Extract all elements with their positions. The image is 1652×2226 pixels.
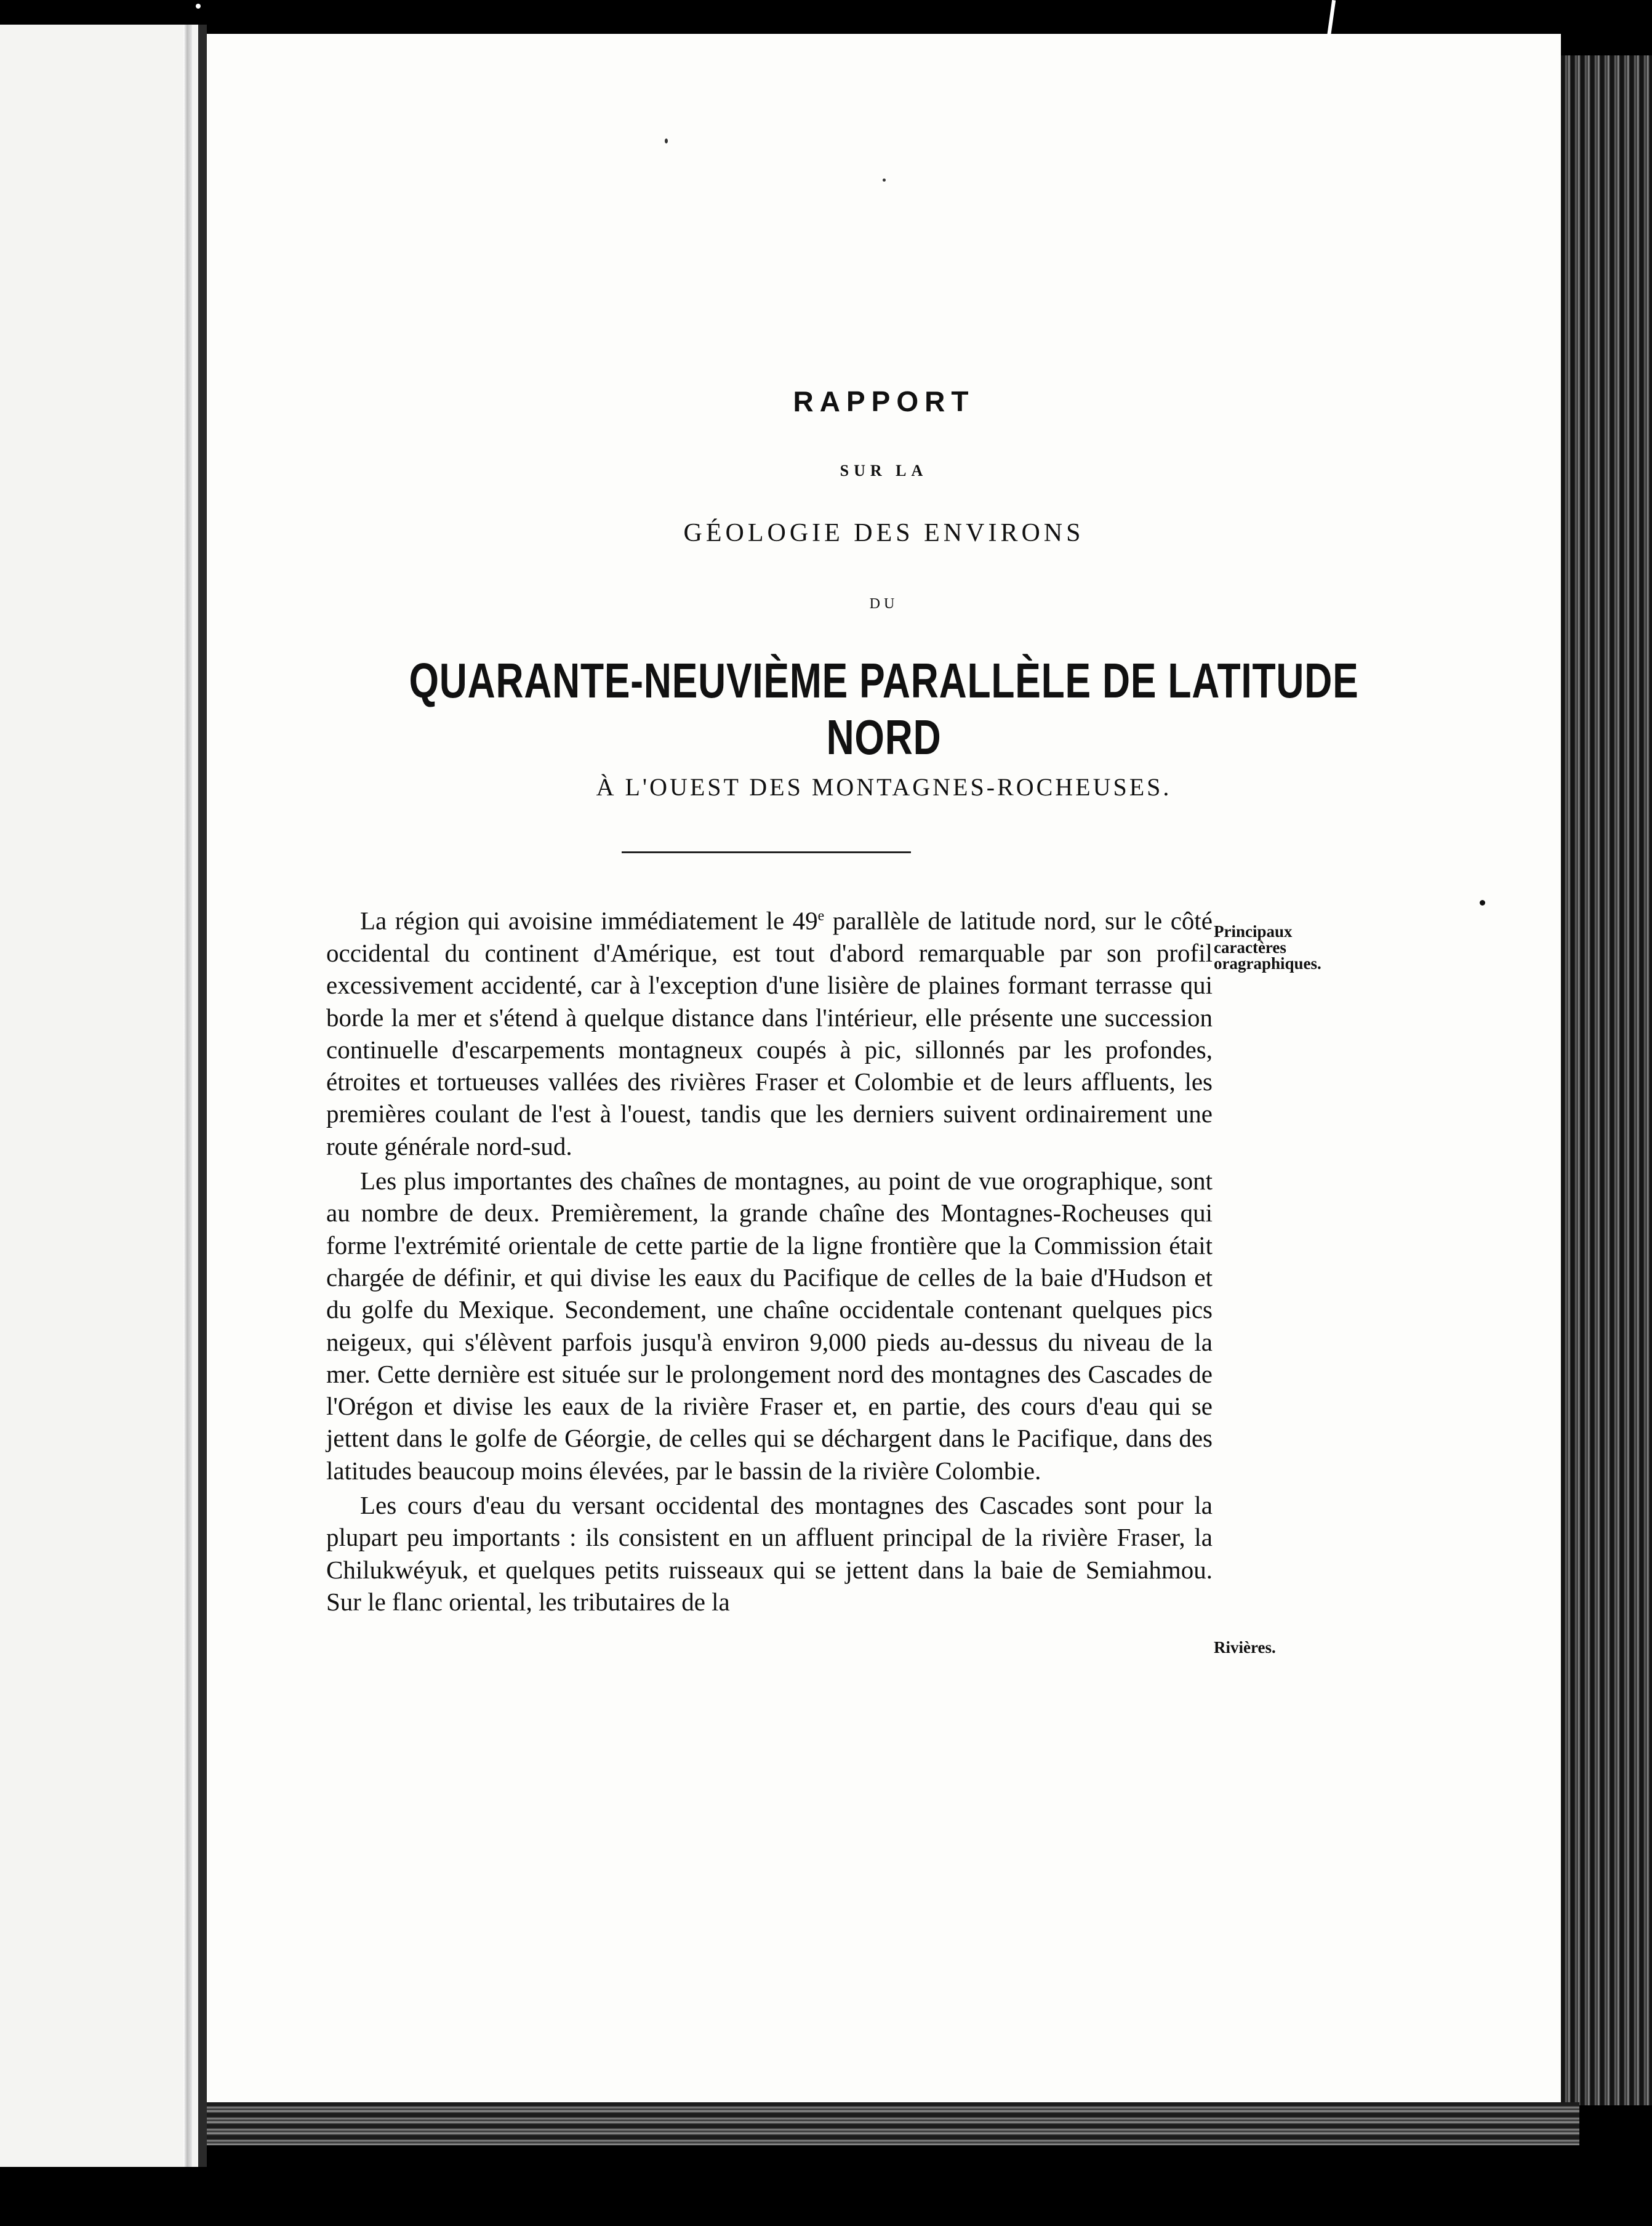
scan-mark xyxy=(196,4,201,9)
title-location: À L'OUEST DES MONTAGNES-ROCHEUSES. xyxy=(596,773,1172,801)
left-page-edge xyxy=(0,25,198,2167)
right-page-edges xyxy=(1561,55,1652,2105)
page-fold xyxy=(183,25,192,2167)
paragraph-2: Les plus importantes des chaînes de montagnes, au point de vue orographique, sont au nombre de deux. Premièrement, la grande chaîne des Montagnes-Rocheuses qui forme l'extrémité orientale de cette partie de la ligne frontière que la Commission était chargée de définir, et qui divise les eaux du Pacifique de celles de la baie d'Hudson et du golfe du Mexique. Secondement, une chaîne occidentale contenant quelques pics neigeux, qui s'élèvent parfois jusqu'à environ 9,000 pieds au-dessus du niveau de la mer. Cette dernière est située sur le prolongement nord des montagnes des Cascades de l'Orégon et divise les eaux de la rivière Fraser et, en partie, des cours d'eau qui se jettent dans le golfe de Géorgie, de celles qui se déchargent dans le Pacifique, dans des latitudes beaucoup moins élevées, par le bassin de la rivière Colombie. xyxy=(326,1167,1213,1485)
title-parallel: QUARANTE-NEUVIÈME PARALLÈLE DE LATITUDE NORD xyxy=(409,653,1359,765)
margin-note-orographic: Principaux caractères oragraphiques. xyxy=(1214,922,1321,973)
paragraph-1-start: La région qui avoisine immédiatement le 49 xyxy=(360,906,818,935)
title-sur-la: SUR LA xyxy=(840,462,928,480)
paragraph-3: Les cours d'eau du versant occidental des montagnes des Cascades sont pour la plupart peu importants : ils consistent en un affluent principal de la rivière Fraser, la Chilukwéyuk, et quelques petits ruisseaux qui se jettent dans la baie de Semiahmou. Sur le flanc oriental, les tributaires de la xyxy=(326,1491,1213,1616)
scan-mark-top xyxy=(1327,0,1336,37)
superscript-e: e xyxy=(817,908,825,924)
book-gutter xyxy=(198,25,207,2167)
margin-note-rivers: Rivières. xyxy=(1214,1638,1276,1657)
speck xyxy=(665,139,668,143)
speck xyxy=(883,179,886,182)
title-rule xyxy=(622,851,911,853)
report-title: RAPPORT xyxy=(793,385,975,417)
title-subject: GÉOLOGIE DES ENVIRONS xyxy=(683,519,1085,547)
body-text xyxy=(326,900,1213,1618)
title-du: DU xyxy=(869,596,899,612)
speck xyxy=(1480,900,1485,906)
paragraph-1-rest: parallèle de latitude nord, sur le côté occidental du continent d'Amérique, est tout d'abord remarquable par son profil excessivement accidenté, car à l'exception d'une lisière de plaines formant terrasse qui borde la mer et s'étend à quelque distance dans l'intérieur, elle présente une succession continuelle d'escarpements montagneux coupés à pic, sillonnés par les profondes, étroites et tortueuses vallées des rivières Fraser et Colombie et de leurs affluents, les premières coulant de l'est à l'ouest, tandis que les derniers suivent ordinairement une route générale nord-sud. xyxy=(326,906,1213,1160)
bottom-page-edges xyxy=(207,2102,1579,2145)
paragraph-1 xyxy=(326,900,1213,1162)
